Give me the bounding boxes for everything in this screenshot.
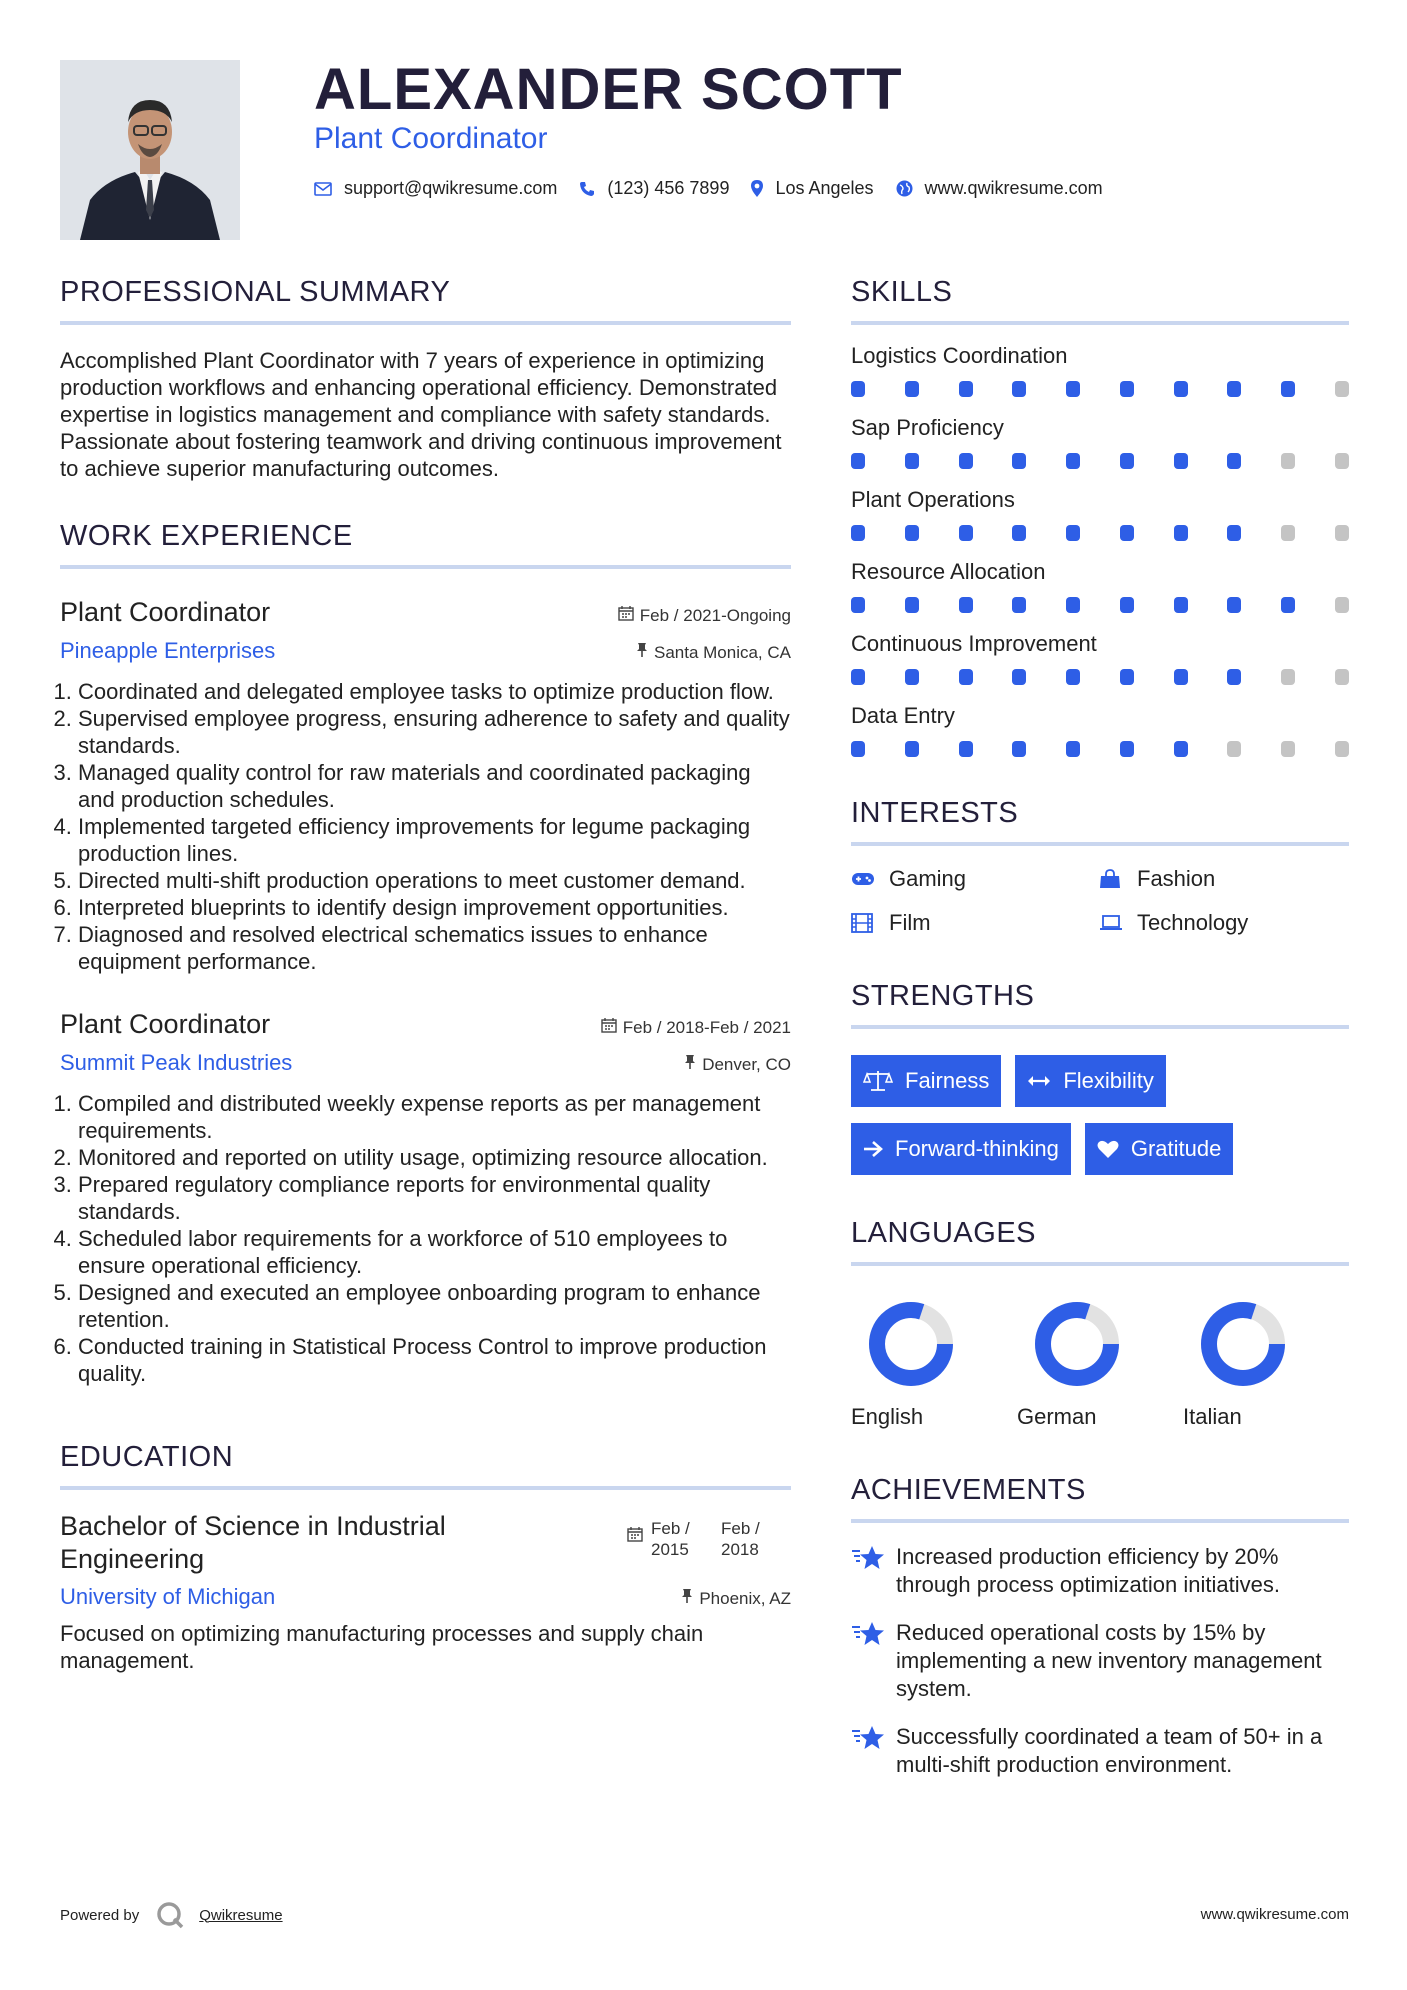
list-item: 4. Scheduled labor requirements for a workforce of 510 employees to ensure operational efficiency. [78,1225,791,1279]
star-icon [851,1723,896,1779]
rating-dot-filled [1012,453,1026,469]
qwikresume-logo-icon [155,1900,185,1930]
skill-rating [851,597,1349,613]
rating-dot-empty [1335,453,1349,469]
achievement-text: Successfully coordinated a team of 50+ in a multi-shift production environment. [896,1724,1323,1777]
achievements-section [851,1474,1349,1779]
job-title: Plant Coordinator [60,1009,271,1039]
list-item: 5. Directed multi-shift production operations to meet customer demand. [78,867,791,894]
rating-dot-filled [1227,597,1241,613]
rating-dot-filled [1174,381,1188,397]
strength-label: Forward-thinking [895,1136,1059,1161]
contact-phone-text: (123) 456 7899 [607,178,730,198]
skills-list [851,343,1349,757]
skill-rating [851,741,1349,757]
star-icon [851,1543,896,1599]
skill-name: Data Entry [851,703,955,728]
degree-title: Bachelor of Science in Industrial Engineering [60,1511,446,1574]
contact-location-text: Los Angeles [775,178,874,198]
rating-dot-filled [959,669,973,685]
list-item: 1. Coordinated and delegated employee tasks to optimize production flow. [78,678,791,705]
school-name: University of Michigan [60,1584,276,1609]
skill-item [851,343,1349,397]
summary-section [60,276,791,482]
rating-dot-filled [1066,669,1080,685]
rating-dot-filled [851,453,865,469]
rating-dot-filled [1281,381,1295,397]
rating-dot-filled [959,525,973,541]
education-section [60,1441,791,1674]
star-icon [851,1619,896,1703]
section-divider [851,1262,1349,1266]
rating-dot-filled [1012,597,1026,613]
rating-dot-filled [1012,381,1026,397]
rating-dot-filled [1227,381,1241,397]
rating-dot-filled [851,597,865,613]
rating-dot-filled [1066,741,1080,757]
summary-text: Accomplished Plant Coordinator with 7 years of experience in optimizing production workflows and enhancing operational efficiency. Demonstrated expertise in logistics management and compliance with safety standards. Passionate about fostering teamwork and driving continuous improvement to achieve superior manufacturing outcomes. [60,348,782,481]
section-divider [851,1519,1349,1523]
strength-tag [851,1055,1001,1107]
heart-icon [1097,1139,1119,1159]
rating-dot-empty [1281,669,1295,685]
rating-dot-filled [959,597,973,613]
arrows-horizontal-icon [1027,1074,1051,1088]
pin-icon [681,1588,693,1609]
rating-dot-filled [1066,525,1080,541]
strength-tag [851,1123,1071,1175]
calendar-icon [601,1017,617,1038]
rating-dot-filled [851,741,865,757]
achievement-text: Increased production efficiency by 20% through process optimization initiatives. [896,1544,1280,1597]
skills-heading: SKILLS [851,276,953,308]
skill-item [851,559,1349,613]
skill-name: Resource Allocation [851,559,1046,584]
rating-dot-empty [1335,597,1349,613]
education-location [681,1588,791,1609]
contact-website[interactable] [896,178,1103,199]
strength-label: Gratitude [1130,1136,1222,1161]
rating-dot-filled [1012,525,1026,541]
section-divider [851,1025,1349,1029]
rating-dot-filled [1174,741,1188,757]
contact-phone[interactable] [579,178,729,199]
skill-name: Sap Proficiency [851,415,1004,440]
education-location-text: Phoenix, AZ [699,1588,791,1608]
shopping-bag-icon [1099,869,1125,889]
calendar-icon [618,605,634,626]
rating-dot-empty [1335,669,1349,685]
laptop-icon [1099,914,1125,932]
phone-icon [579,181,595,197]
rating-dot-empty [1335,381,1349,397]
skill-name: Logistics Coordination [851,343,1068,368]
job-location [684,1054,791,1075]
job-dates-text: Feb / 2021-Ongoing [639,605,791,625]
education-description: Focused on optimizing manufacturing processes and supply chain management. [60,1621,704,1673]
strengths-heading: STRENGTHS [851,980,1035,1012]
language-item [851,1300,1017,1430]
envelope-icon [314,182,332,196]
job-location-text: Denver, CO [702,1054,791,1074]
achievement-item [851,1619,1349,1703]
rating-dot-filled [1227,525,1241,541]
rating-dot-empty [1227,741,1241,757]
rating-dot-filled [905,741,919,757]
section-divider [851,321,1349,325]
rating-dot-filled [1120,453,1134,469]
language-proficiency-ring [1033,1300,1121,1388]
rating-dot-empty [1335,741,1349,757]
rating-dot-filled [1066,597,1080,613]
education-heading: EDUCATION [60,1441,234,1473]
skill-item [851,703,1349,757]
summary-heading: PROFESSIONAL SUMMARY [60,276,451,308]
experience-heading: WORK EXPERIENCE [60,520,353,552]
rating-dot-filled [1120,525,1134,541]
skill-name: Continuous Improvement [851,631,1097,656]
section-divider [60,1486,791,1490]
right-column [851,276,1349,1779]
skill-item [851,487,1349,541]
rating-dot-filled [905,453,919,469]
job-entry [60,597,791,975]
film-icon [851,913,877,933]
rating-dot-filled [959,381,973,397]
left-column [60,276,791,1674]
contact-email[interactable] [314,178,557,199]
rating-dot-empty [1281,453,1295,469]
interest-label: Technology [1137,910,1249,935]
candidate-title: Plant Coordinator [314,122,548,155]
rating-dot-filled [1227,669,1241,685]
experience-section [60,520,791,1387]
list-item: 3. Managed quality control for raw materials and coordinated packaging and production schedules. [78,759,791,813]
job-dates [618,605,791,626]
interest-item [851,866,1099,892]
rating-dot-filled [1281,597,1295,613]
rating-dot-empty [1281,741,1295,757]
rating-dot-filled [1174,453,1188,469]
rating-dot-filled [1066,381,1080,397]
list-item: 2. Monitored and reported on utility usage, optimizing resource allocation. [78,1144,791,1171]
interest-item [1099,910,1349,936]
section-divider [60,565,791,569]
list-item: 7. Diagnosed and resolved electrical schematics issues to enhance equipment performance. [78,921,791,975]
interests-section [851,797,1349,936]
skill-rating [851,453,1349,469]
rating-dot-filled [905,381,919,397]
arrow-right-icon [863,1140,883,1158]
job-title: Plant Coordinator [60,597,271,627]
section-divider [851,842,1349,846]
gamepad-icon [851,871,877,887]
skill-rating [851,669,1349,685]
list-item: 5. Designed and executed an employee onboarding program to enhance retention. [78,1279,791,1333]
job-location-text: Santa Monica, CA [653,642,791,662]
map-marker-icon [751,180,763,197]
language-item [1183,1300,1349,1430]
language-proficiency-ring [867,1300,955,1388]
profile-photo-illustration [60,60,240,240]
job-location [636,642,791,663]
powered-by-label: Powered by [60,1906,140,1924]
language-name: German [1017,1404,1097,1429]
rating-dot-filled [851,669,865,685]
rating-dot-filled [1120,741,1134,757]
duties-list [60,678,791,975]
profile-photo [60,60,240,240]
list-item: 3. Prepared regulatory compliance reports for environmental quality standards. [78,1171,791,1225]
interest-label: Fashion [1137,866,1216,891]
rating-dot-filled [1174,597,1188,613]
strength-tag [1085,1123,1234,1175]
interest-label: Gaming [889,866,967,891]
skills-section [851,276,1349,757]
list-item: 6. Conducted training in Statistical Process Control to improve production quality. [78,1333,791,1387]
language-name: English [851,1404,924,1429]
rating-dot-filled [1120,669,1134,685]
rating-dot-filled [959,741,973,757]
rating-dot-filled [1120,381,1134,397]
calendar-icon [627,1526,643,1547]
candidate-name: ALEXANDER SCOTT [314,57,903,122]
rating-dot-filled [905,525,919,541]
language-proficiency-ring [1199,1300,1287,1388]
contact-location [751,178,873,199]
interest-item [1099,866,1349,892]
rating-dot-filled [1174,669,1188,685]
strength-label: Flexibility [1063,1068,1154,1093]
rating-dot-filled [1120,597,1134,613]
interest-item [851,910,1099,936]
achievement-item [851,1543,1349,1599]
skill-item [851,415,1349,469]
interest-label: Film [889,910,931,935]
education-start: Feb / 2015 [651,1519,690,1559]
skill-rating [851,525,1349,541]
rating-dot-filled [851,381,865,397]
interests-heading: INTERESTS [851,797,1019,829]
company-name: Summit Peak Industries [60,1050,293,1075]
job-entry [60,1009,791,1387]
job-dates-text: Feb / 2018-Feb / 2021 [622,1017,791,1037]
footer-powered-by [60,1900,283,1930]
job-dates [601,1017,791,1038]
strength-tag [1015,1055,1165,1107]
languages-section [851,1217,1349,1430]
footer-website[interactable]: www.qwikresume.com [1200,1906,1349,1923]
achievements-list [851,1543,1349,1779]
skill-name: Plant Operations [851,487,1015,512]
list-item: 1. Compiled and distributed weekly expense reports as per management requirements. [78,1090,791,1144]
education-end: Feb / 2018 [721,1519,760,1559]
achievement-item [851,1723,1349,1779]
strengths-section [851,980,1349,1191]
brand-link[interactable]: Qwikresume [199,1906,283,1924]
language-name: Italian [1183,1404,1242,1429]
languages-list [851,1300,1349,1430]
rating-dot-filled [1066,453,1080,469]
rating-dot-filled [851,525,865,541]
balance-scale-icon [863,1070,893,1092]
education-dates [627,1518,791,1576]
skill-item [851,631,1349,685]
duties-list [60,1090,791,1387]
rating-dot-filled [905,669,919,685]
strengths-list [851,1055,1349,1191]
rating-dot-filled [1012,741,1026,757]
pin-icon [684,1054,696,1075]
achievement-text: Reduced operational costs by 15% by implementing a new inventory management system. [896,1620,1322,1701]
rating-dot-filled [1174,525,1188,541]
list-item: 4. Implemented targeted efficiency improvements for legume packaging production lines. [78,813,791,867]
strength-label: Fairness [905,1068,990,1093]
contact-bar [314,178,1125,199]
rating-dot-filled [1227,453,1241,469]
rating-dot-filled [959,453,973,469]
achievements-heading: ACHIEVEMENTS [851,1474,1086,1506]
company-name: Pineapple Enterprises [60,638,276,663]
contact-email-text: support@qwikresume.com [344,178,558,198]
list-item: 6. Interpreted blueprints to identify design improvement opportunities. [78,894,791,921]
rating-dot-empty [1281,525,1295,541]
languages-heading: LANGUAGES [851,1217,1036,1249]
section-divider [60,321,791,325]
rating-dot-filled [905,597,919,613]
language-item [1017,1300,1183,1430]
rating-dot-empty [1335,525,1349,541]
contact-website-text: www.qwikresume.com [924,178,1103,198]
rating-dot-filled [1012,669,1026,685]
pin-icon [636,642,648,663]
globe-icon [896,180,913,197]
list-item: 2. Supervised employee progress, ensuring adherence to safety and quality standards. [78,705,791,759]
interests-list [851,866,1349,936]
skill-rating [851,381,1349,397]
